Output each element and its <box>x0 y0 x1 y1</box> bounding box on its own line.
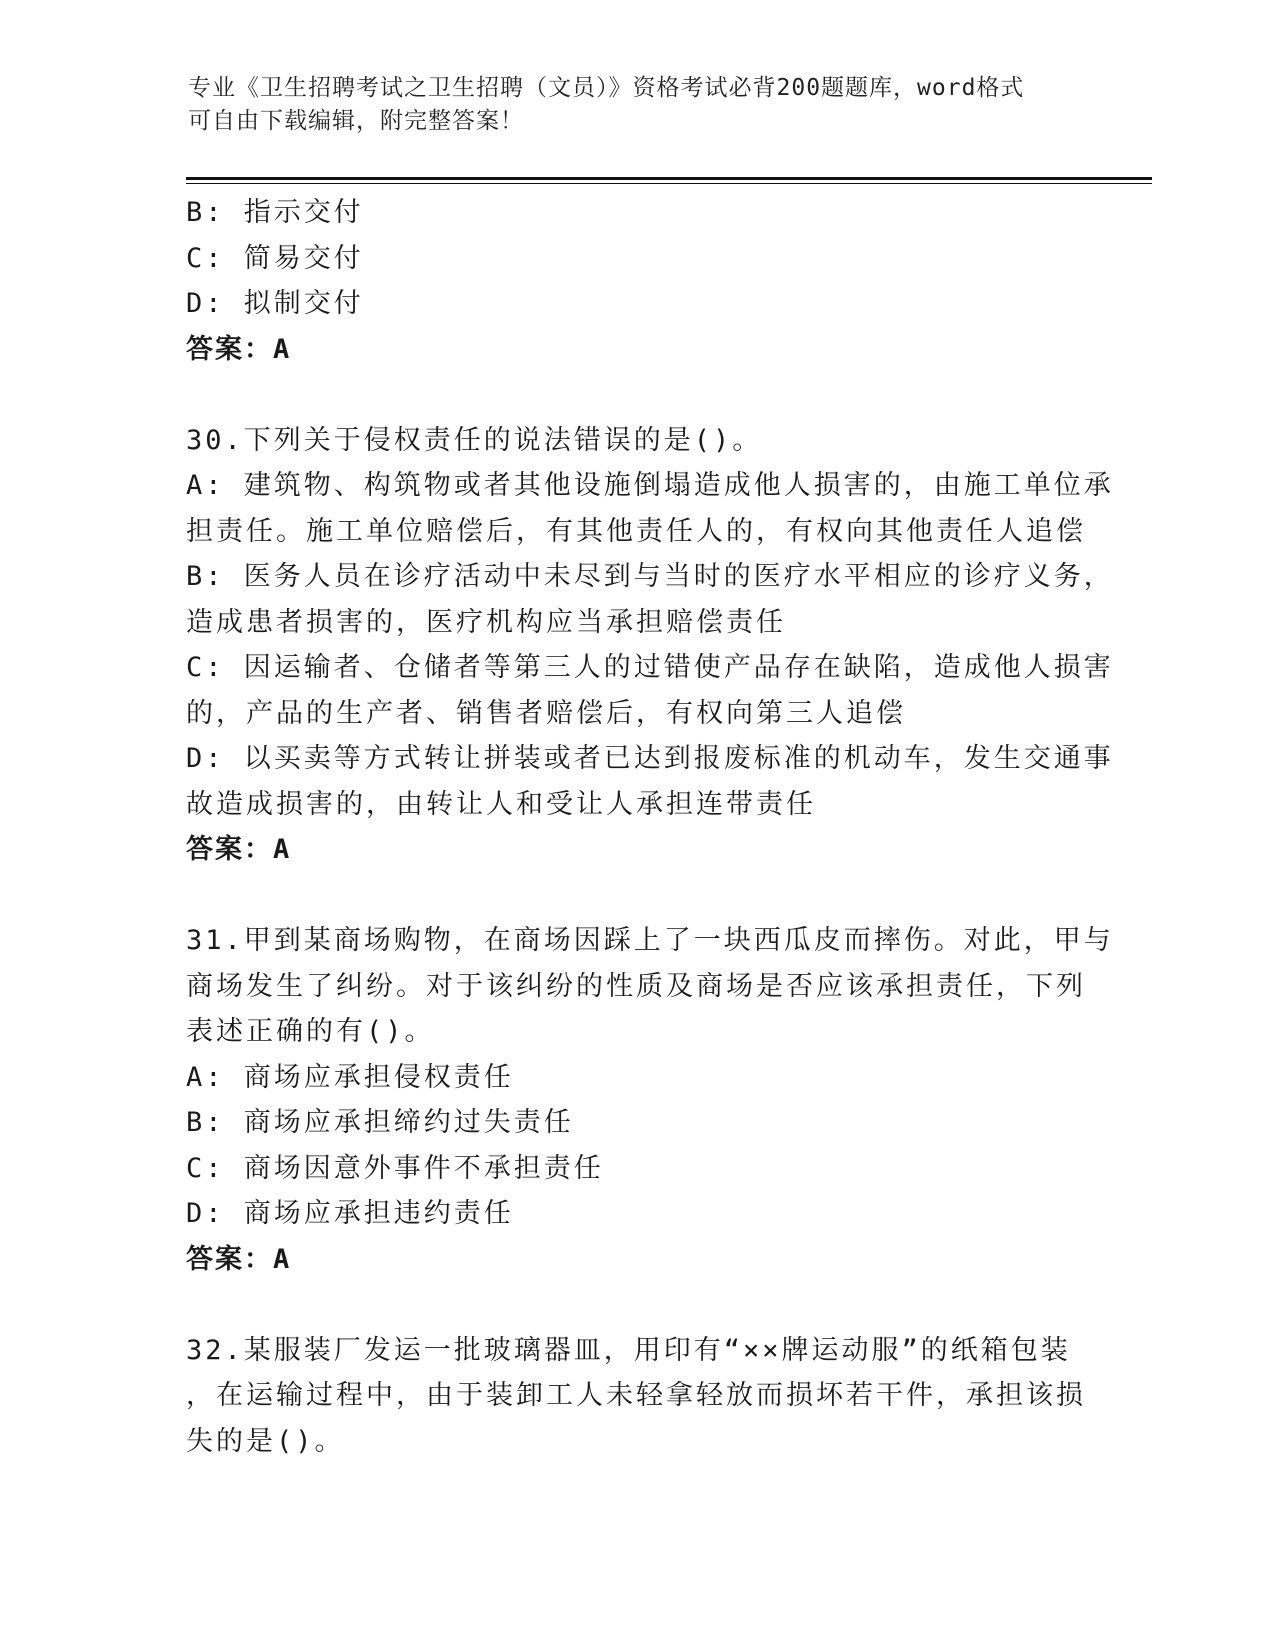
document-body <box>186 190 1114 1464</box>
option-c-line-2: 的，产品的生产者、销售者赔偿后，有权向第三人追偿 <box>186 697 906 729</box>
option-d: D: 商场应承担违约责任 <box>186 1198 514 1229</box>
question-stem-line-3: 表述正确的有()。 <box>186 1016 435 1047</box>
header-rule-thin <box>186 183 1152 184</box>
option-a-line-1: A: 建筑物、构筑物或者其他设施倒塌造成他人损害的，由施工单位承 <box>186 470 1114 501</box>
option-b: B: 商场应承担缔约过失责任 <box>186 1107 574 1138</box>
document-header <box>188 72 1088 138</box>
option-a: A: 商场应承担侵权责任 <box>186 1061 514 1093</box>
header-rule-thick <box>186 177 1152 180</box>
header-line-2: 可自由下载编辑，附完整答案！ <box>188 108 524 134</box>
option-d: D: 拟制交付 <box>186 288 364 319</box>
option-a-line-2: 担责任。施工单位赔偿后，有其他责任人的，有权向其他责任人追偿 <box>186 515 1086 547</box>
answer: 答案：A <box>186 333 292 365</box>
question-30 <box>186 418 1114 873</box>
question-31 <box>186 918 1114 1282</box>
option-b: B: 指示交付 <box>186 197 364 228</box>
question-stem-line-2: 商场发生了纠纷。对于该纠纷的性质及商场是否应该承担责任，下列 <box>186 970 1086 1002</box>
option-b-line-2: 造成患者损害的，医疗机构应当承担赔偿责任 <box>186 606 786 638</box>
answer: 答案：A <box>186 1243 292 1275</box>
header-line-1: 专业《卫生招聘考试之卫生招聘（文员）》资格考试必背200题题库，word格式 <box>188 75 1025 101</box>
option-d-line-1: D: 以买卖等方式转让拼装或者已达到报废标准的机动车，发生交通事 <box>186 743 1114 774</box>
option-c: C: 商场因意外事件不承担责任 <box>186 1152 604 1184</box>
answer: 答案：A <box>186 834 292 865</box>
question-29-tail <box>186 190 1086 372</box>
question-32 <box>186 1328 1086 1465</box>
question-stem-line-2: ，在运输过程中，由于装卸工人未轻拿轻放而损坏若干件，承担该损 <box>186 1380 1086 1411</box>
option-d-line-2: 故造成损害的，由转让人和受让人承担连带责任 <box>186 788 816 820</box>
option-b-line-1: B: 医务人员在诊疗活动中未尽到与当时的医疗水平相应的诊疗义务， <box>186 561 1114 592</box>
question-stem-line-3: 失的是()。 <box>186 1425 345 1457</box>
question-stem-line-1: 31.甲到某商场购物，在商场因踩上了一块西瓜皮而摔伤。对此，甲与 <box>186 925 1114 956</box>
question-stem-line-1: 32.某服装厂发运一批玻璃器皿，用印有“××牌运动服”的纸箱包装 <box>186 1334 1071 1366</box>
option-c-line-1: C: 因运输者、仓储者等第三人的过错使产品存在缺陷，造成他人损害 <box>186 652 1114 683</box>
option-c: C: 简易交付 <box>186 242 364 274</box>
question-stem: 30.下列关于侵权责任的说法错误的是()。 <box>186 424 763 456</box>
